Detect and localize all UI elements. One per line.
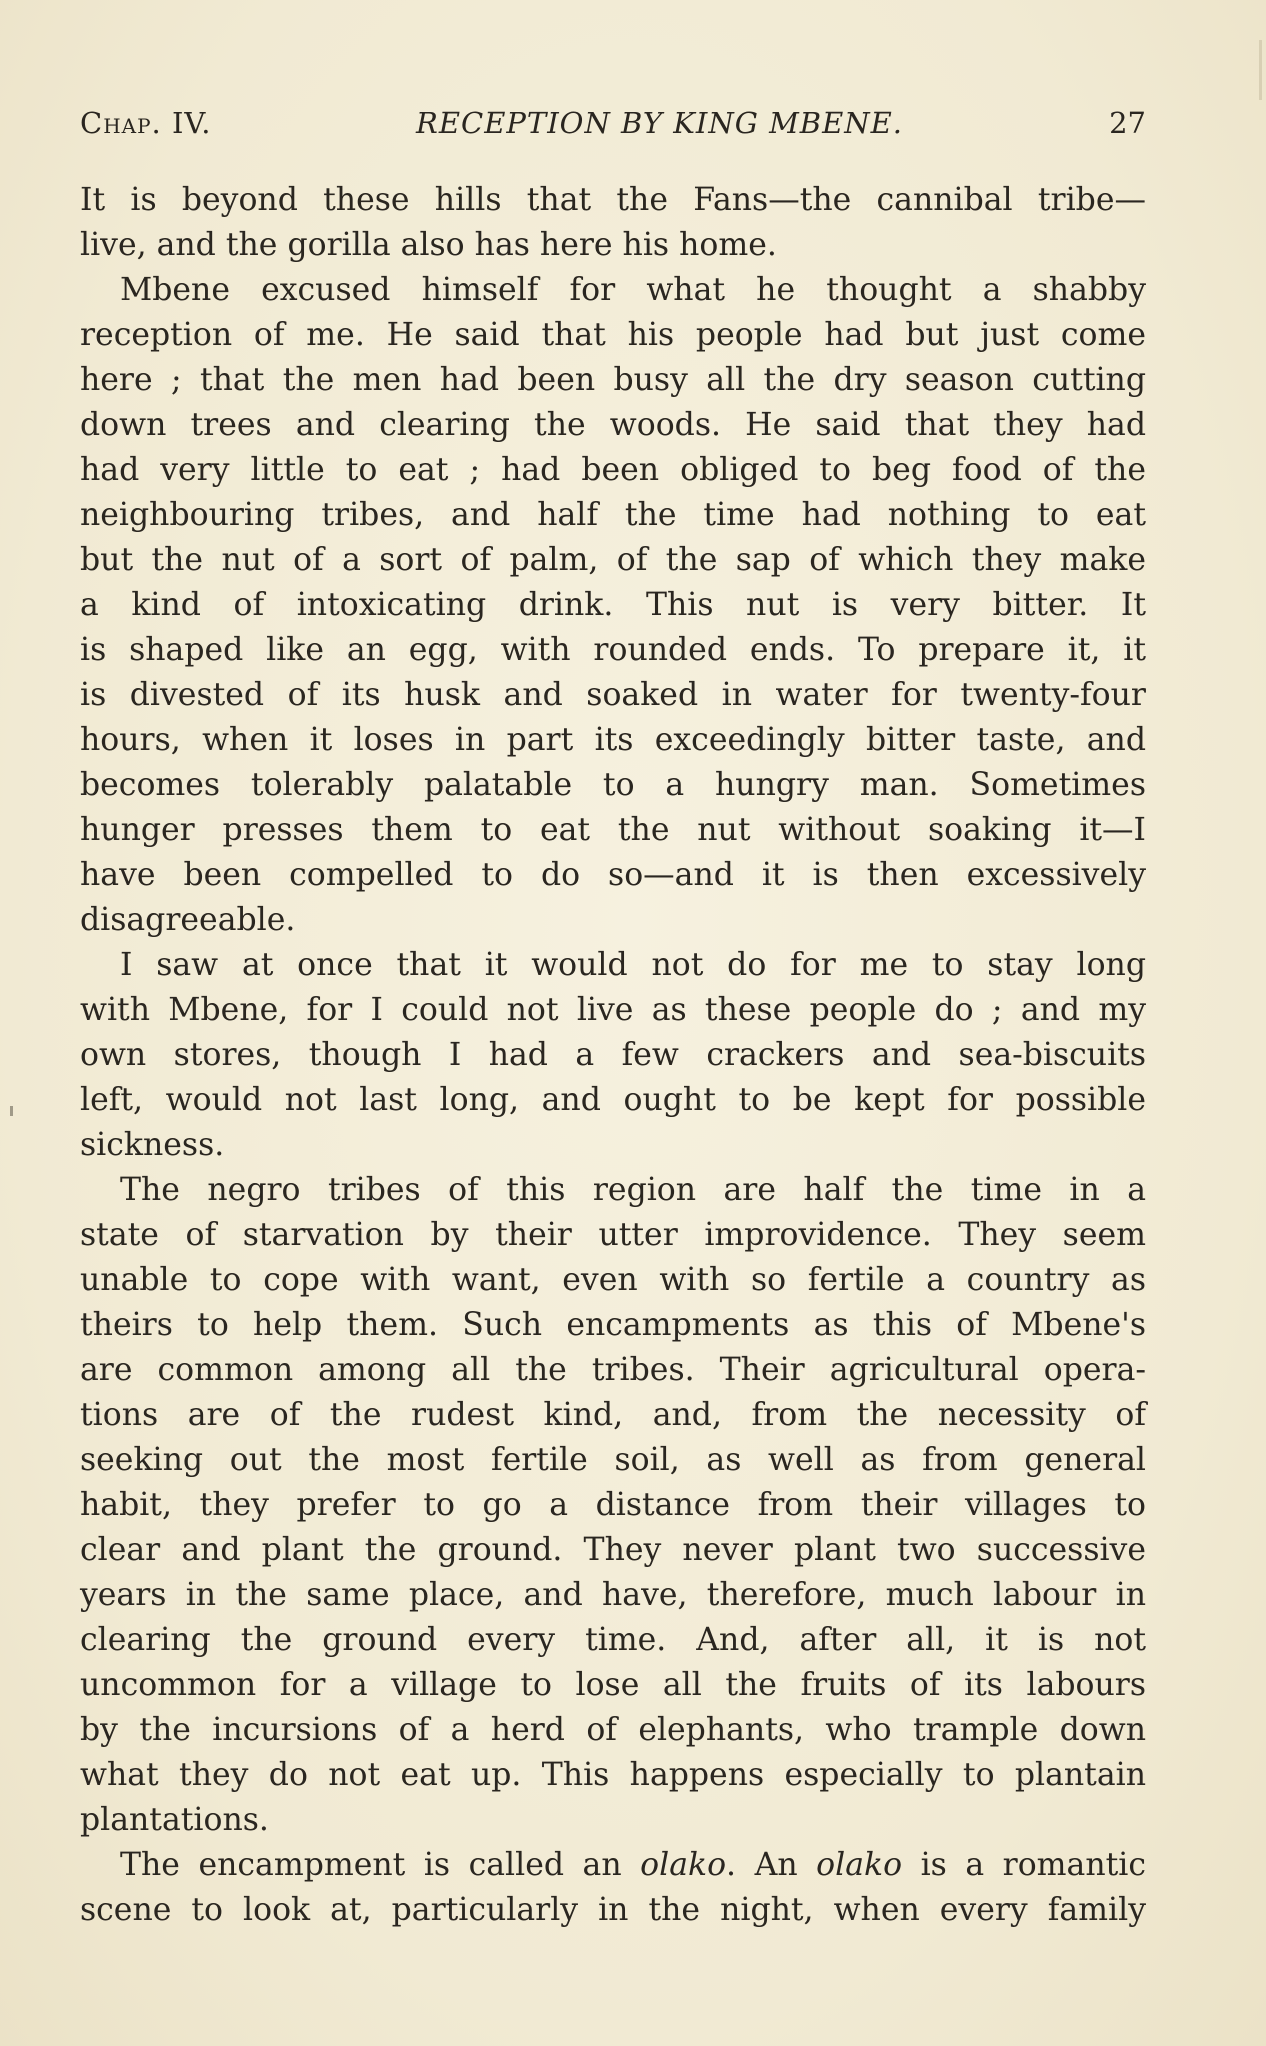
text-line: live, and the gorilla also has here his home. (80, 227, 777, 263)
text-line: have been compelled to do so—and it is then excessively (80, 857, 1146, 893)
running-title: RECEPTION BY KING MBENE. (416, 106, 904, 140)
margin-mark (10, 1106, 13, 1116)
text-line: is shaped like an egg, with rounded ends. To prepare it, it (80, 632, 1146, 668)
text-line: but the nut of a sort of palm, of the sap of which they make (80, 542, 1146, 578)
text-run: is a romantic (902, 1847, 1146, 1883)
text-line: sickness. (80, 1127, 225, 1163)
body-text (80, 178, 1146, 1933)
text-line: here ; that the men had been busy all the dry season cutting (80, 362, 1146, 398)
text-line: plantations. (80, 1802, 269, 1838)
text-line: down trees and clearing the woods. He said that they had (80, 407, 1146, 443)
text-line: becomes tolerably palatable to a hungry man. Sometimes (80, 767, 1146, 803)
text-line: hunger presses them to eat the nut without soaking it—I (80, 812, 1146, 848)
text-line: own stores, though I had a few crackers and sea-biscuits (80, 1037, 1146, 1073)
text-line-with-italics (80, 1843, 1146, 1888)
text-run: The encampment is called an (120, 1847, 641, 1883)
text-line: reception of me. He said that his people had but just come (80, 317, 1146, 353)
text-line: unable to cope with want, even with so fertile a country as (80, 1262, 1146, 1298)
text-line: a kind of intoxicating drink. This nut is very bitter. It (80, 587, 1146, 623)
page-edge-mark (1259, 40, 1262, 100)
text-line: It is beyond these hills that the Fans—the cannibal tribe— (80, 182, 1146, 218)
text-line: what they do not eat up. This happens especially to plantain (80, 1757, 1146, 1793)
text-line: scene to look at, particularly in the night, when every family (80, 1892, 1146, 1928)
text-line: uncommon for a village to lose all the fruits of its labours (80, 1667, 1146, 1703)
text-line: seeking out the most fertile soil, as well as from general (80, 1442, 1146, 1478)
text-line: The negro tribes of this region are half the time in a (120, 1172, 1146, 1208)
text-line: disagreeable. (80, 902, 296, 938)
text-line: habit, they prefer to go a distance from their villages to (80, 1487, 1146, 1523)
text-line: with Mbene, for I could not live as these people do ; and my (80, 992, 1146, 1028)
text-line: I saw at once that it would not do for me to stay long (120, 947, 1146, 983)
text-line: are common among all the tribes. Their agricultural opera- (80, 1352, 1146, 1388)
text-run: . An (726, 1847, 817, 1883)
text-line: tions are of the rudest kind, and, from the necessity of (80, 1397, 1146, 1433)
text-line: left, would not last long, and ought to be kept for possible (80, 1082, 1146, 1118)
text-line: state of starvation by their utter improvidence. They seem (80, 1217, 1146, 1253)
italic-term: olako (816, 1847, 903, 1883)
italic-term: olako (640, 1847, 727, 1883)
text-line: hours, when it loses in part its exceedingly bitter taste, and (80, 722, 1146, 758)
text-line: is divested of its husk and soaked in water for twenty-four (80, 677, 1146, 713)
text-line: theirs to help them. Such encampments as this of Mbene's (80, 1307, 1146, 1343)
text-line: Mbene excused himself for what he thought a shabby (120, 272, 1146, 308)
running-header (80, 106, 1146, 150)
text-line: clearing the ground every time. And, after all, it is not (80, 1622, 1146, 1658)
text-line: clear and plant the ground. They never plant two successive (80, 1532, 1146, 1568)
text-line: had very little to eat ; had been obliged to beg food of the (80, 452, 1146, 488)
page-number: 27 (1109, 106, 1146, 140)
chapter-label: Chap. IV. (80, 106, 212, 140)
text-line: years in the same place, and have, therefore, much labour in (80, 1577, 1146, 1613)
text-line: neighbouring tribes, and half the time had nothing to eat (80, 497, 1146, 533)
text-line: by the incursions of a herd of elephants, who trample down (80, 1712, 1146, 1748)
